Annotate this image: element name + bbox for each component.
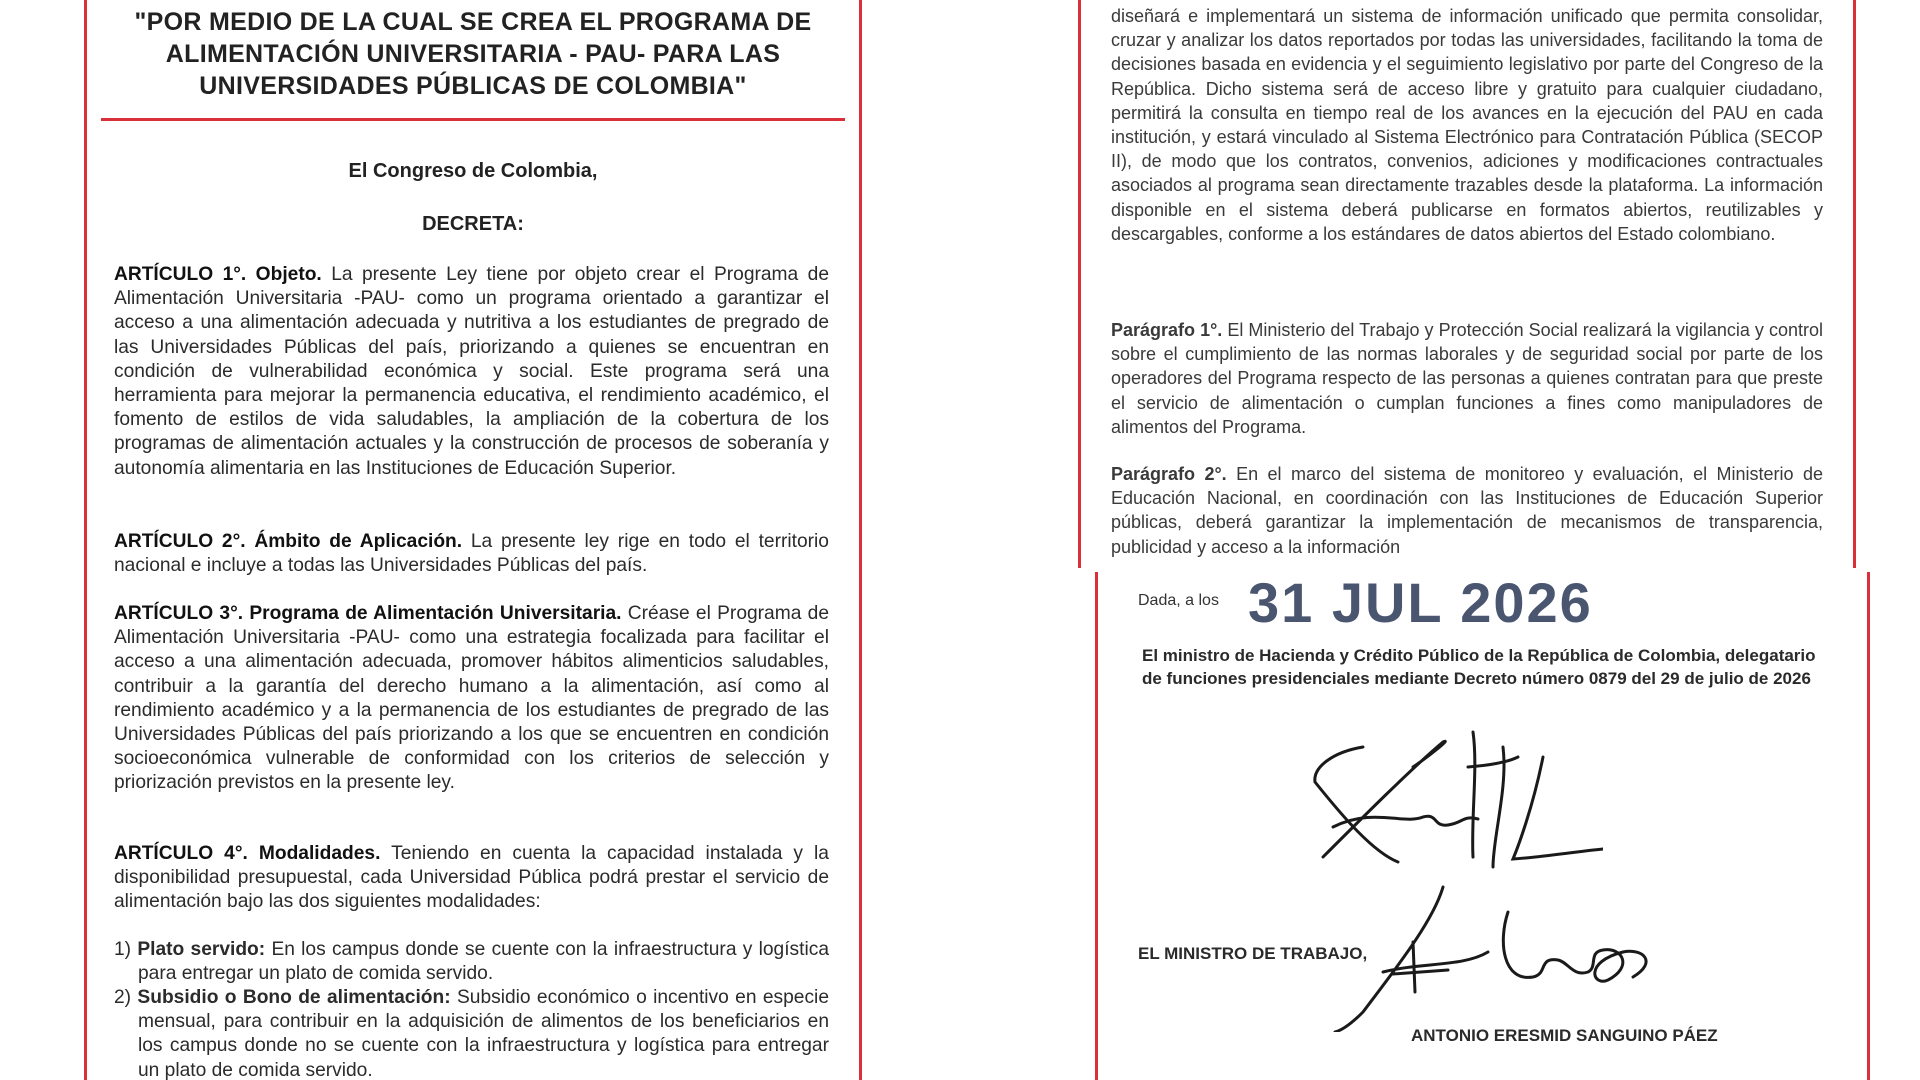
paragraph-1-heading: Parágrafo 1°. (1111, 320, 1223, 340)
article-2-heading: ARTÍCULO 2°. Ámbito de Aplicación. (114, 531, 463, 552)
article-3 (114, 602, 829, 796)
article-2-text: La presente ley rige en todo el territorio nacional e incluye a todas las Universidades Públicas del país. (114, 531, 829, 577)
document-page-signatures (1095, 572, 1870, 1080)
minister-labor-label: EL MINISTRO DE TRABAJO, (1138, 944, 1368, 963)
list-item-2 (114, 986, 829, 1080)
decreta-heading: DECRETA: (422, 213, 524, 235)
list-item-1-text: En los campus donde se cuente con la infraestructura y logística para entregar un plato de comida servido. (138, 939, 830, 985)
list-item-1 (114, 938, 829, 986)
document-page-left (84, 0, 862, 1080)
date-label: Dada, a los (1138, 592, 1219, 609)
list-item-1-number: 1) (114, 939, 132, 960)
article-2 (114, 530, 829, 578)
list-item-2-heading: Subsidio o Bono de alimentación: (137, 987, 451, 1008)
document-title: "POR MEDIO DE LA CUAL SE CREA EL PROGRAMA DE ALIMENTACIÓN UNIVERSITARIA - PAU- PARA LAS UNIVERSIDADES PÚBLICAS DE COLOMBIA" (134, 8, 812, 100)
paragraph-1 (1111, 318, 1823, 439)
signer-name: ANTONIO ERESMID SANGUINO PÁEZ (1411, 1026, 1718, 1045)
article-1-heading: ARTÍCULO 1°. Objeto. (114, 264, 322, 285)
article-3-heading: ARTÍCULO 3°. Programa de Alimentación Universitaria. (114, 603, 622, 624)
article-4-text: Teniendo en cuenta la capacidad instalada y la disponibilidad presupuestal, cada Universidad Pública podrá prestar el servicio de alimentación bajo las dos siguientes modalidades: (114, 843, 829, 913)
article-4-heading: ARTÍCULO 4°. Modalidades. (114, 843, 381, 864)
signature-minister-labor (1333, 882, 1663, 1032)
signature-minister-finance (1303, 727, 1603, 877)
title-box (101, 0, 845, 121)
article-1 (114, 263, 829, 481)
paragraph-2-heading: Parágrafo 2°. (1111, 464, 1227, 484)
article-4 (114, 842, 829, 915)
paragraph-2 (1111, 462, 1823, 559)
paragraph-information-system: diseñará e implementará un sistema de información unificado que permita consolidar, cruzar y analizar los datos reportados por todas las universidades, facilitando la toma de decisiones basada en evidencia y el seguimiento legislativo por parte del Congreso de la República. Dicho sistema será de acceso libre y gratuito para cualquier ciudadano, permitirá la consulta en tiempo real de los avances en la ejecución del PAU en cada institución, y estará vinculado al Sistema Electrónico para Contratación Pública (SECOP II), de modo que los contratos, convenios, adiciones y modificaciones contractuales asociados al programa sean directamente trazables desde la plataforma. La información disponible en el sistema deberá publicarse en formatos abiertos, reutilizables y descargables, conforme a los estándares de datos abiertos del Estado colombiano. (1111, 6, 1823, 244)
date-stamp: 31 JUL 2026 (1248, 572, 1593, 634)
congreso-heading: El Congreso de Colombia, (348, 160, 598, 182)
minister-finance-text: El ministro de Hacienda y Crédito Público de la República de Colombia, delegatario de funciones presidenciales mediante Decreto número 0879 del 29 de julio de 2026 (1142, 646, 1816, 688)
paragraph-2-text: En el marco del sistema de monitoreo y evaluación, el Ministerio de Educación Nacional, en coordinación con las Instituciones de Educación Superior públicas, deberá garantizar la implementación de mecanismos de transparencia, publicidad y acceso a la información (1111, 464, 1823, 557)
document-page-right-top (1078, 0, 1856, 568)
paragraph-1-text: El Ministerio del Trabajo y Protección Social realizará la vigilancia y control sobre el cumplimiento de las normas laborales y de seguridad social por parte de los operadores del Programa respecto de las personas a quienes contratan para que preste el servicio de alimentación o cumplan funciones a fines como manipuladores de alimentos del Programa. (1111, 320, 1823, 437)
list-item-1-heading: Plato servido: (137, 939, 266, 960)
list-item-2-number: 2) (114, 987, 132, 1008)
article-1-text: La presente Ley tiene por objeto crear el Programa de Alimentación Universitaria -PAU- como un programa orientado a garantizar el acceso a una alimentación adecuada y nutritiva a los estudiantes de pregrado de las Universidades Públicas del país, priorizando a quienes se encuentran en condición de vulnerabilidad económica y social. Este programa será una herramienta para mejorar la permanencia educativa, el rendimiento académico, el fomento de estilos de vida saludables, la ampliación de la cobertura de los programas de alimentación actuales y la construcción de procesos de soberanía y autonomía alimentaria en las Instituciones de Educación Superior. (114, 264, 829, 479)
list-item-2-text: Subsidio económico o incentivo en especie mensual, para contribuir en la adquisición de alimentos de los beneficiarios en los campus donde no se cuente con la infraestructura y logística para entregar un plato de comida servido. (138, 987, 829, 1080)
article-3-text: Créase el Programa de Alimentación Universitaria -PAU- como una estrategia focalizada para facilitar el acceso a una alimentación adecuada, promover hábitos alimenticios saludables, contribuir a la garantía del derecho humano a la alimentación, así como al rendimiento académico y a la permanencia de los estudiantes de pregrado de las Universidades Públicas del país priorizando a los que se encuentren en condición socioeconómica vulnerable de conformidad con los criterios de selección y priorización previstos en la presente ley. (114, 603, 830, 794)
